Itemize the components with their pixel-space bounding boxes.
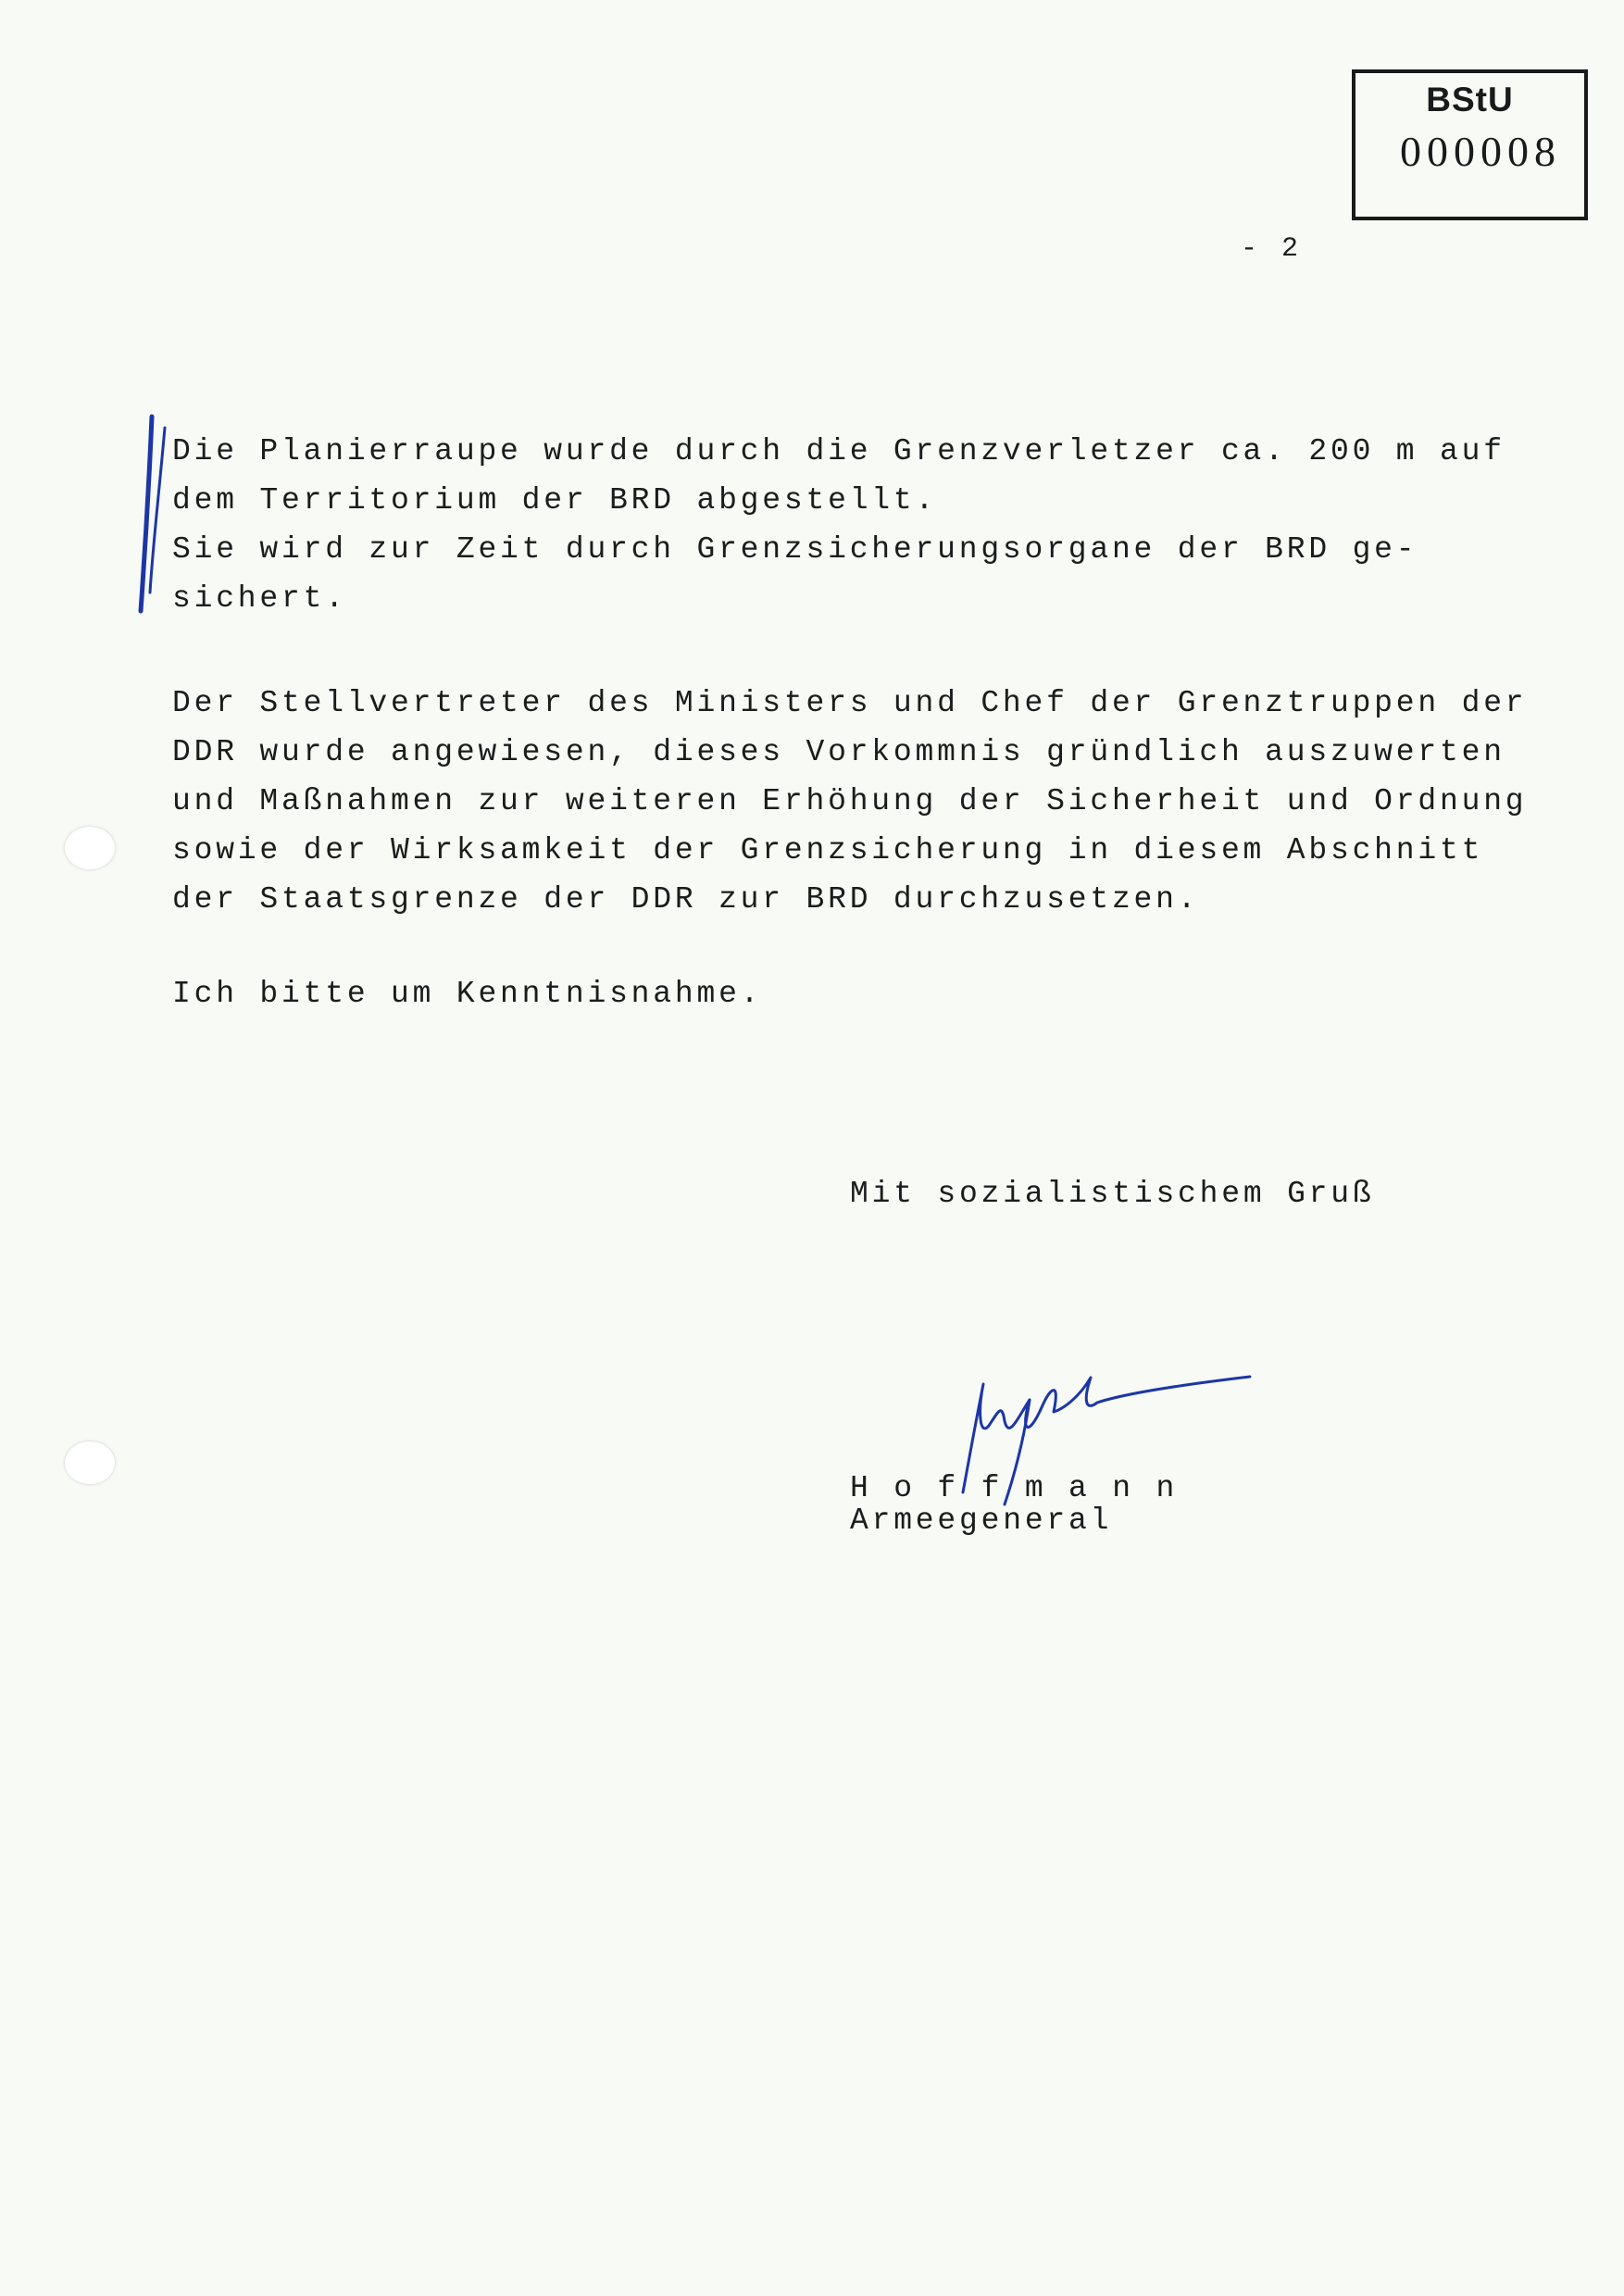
paragraph-1-line-4: sichert. [172, 581, 347, 616]
paragraph-2-line-3: und Maßnahmen zur weiteren Erhöhung der Sicherheit und Ordnung [172, 784, 1528, 818]
signatory-rank: Armeegeneral [850, 1504, 1113, 1538]
stamp-number: 000008 [1400, 128, 1561, 175]
paragraph-1-line-2: dem Territorium der BRD abgestellt. [172, 483, 938, 518]
signature-stroke [1005, 1400, 1030, 1504]
paragraph-3-line-1: Ich bitte um Kenntnisnahme. [172, 977, 763, 1011]
paragraph-2-line-1: Der Stellvertreter des Ministers und Chef der Grenztruppen der [172, 686, 1528, 720]
closing-greeting: Mit sozialistischem Gruß [850, 1177, 1375, 1211]
page-number: - 2 [1241, 233, 1303, 265]
paragraph-2-line-2: DDR wurde angewiesen, dieses Vorkommnis gründlich auszuwerten [172, 735, 1505, 769]
paragraph-1-line-1: Die Planierraupe wurde durch die Grenzverletzer ca. 200 m auf [172, 434, 1505, 468]
paragraph-2-line-5: der Staatsgrenze der DDR zur BRD durchzusetzen. [172, 882, 1200, 917]
signature-scribble [963, 1377, 1250, 1492]
paragraph-1-line-3: Sie wird zur Zeit durch Grenzsicherungsorgane der BRD ge- [172, 532, 1418, 567]
signatory-name: H o f f m a n n [850, 1471, 1179, 1505]
paragraph-2-line-4: sowie der Wirksamkeit der Grenzsicherung in diesem Abschnitt [172, 833, 1484, 867]
stamp-label: BStU [1426, 81, 1514, 119]
